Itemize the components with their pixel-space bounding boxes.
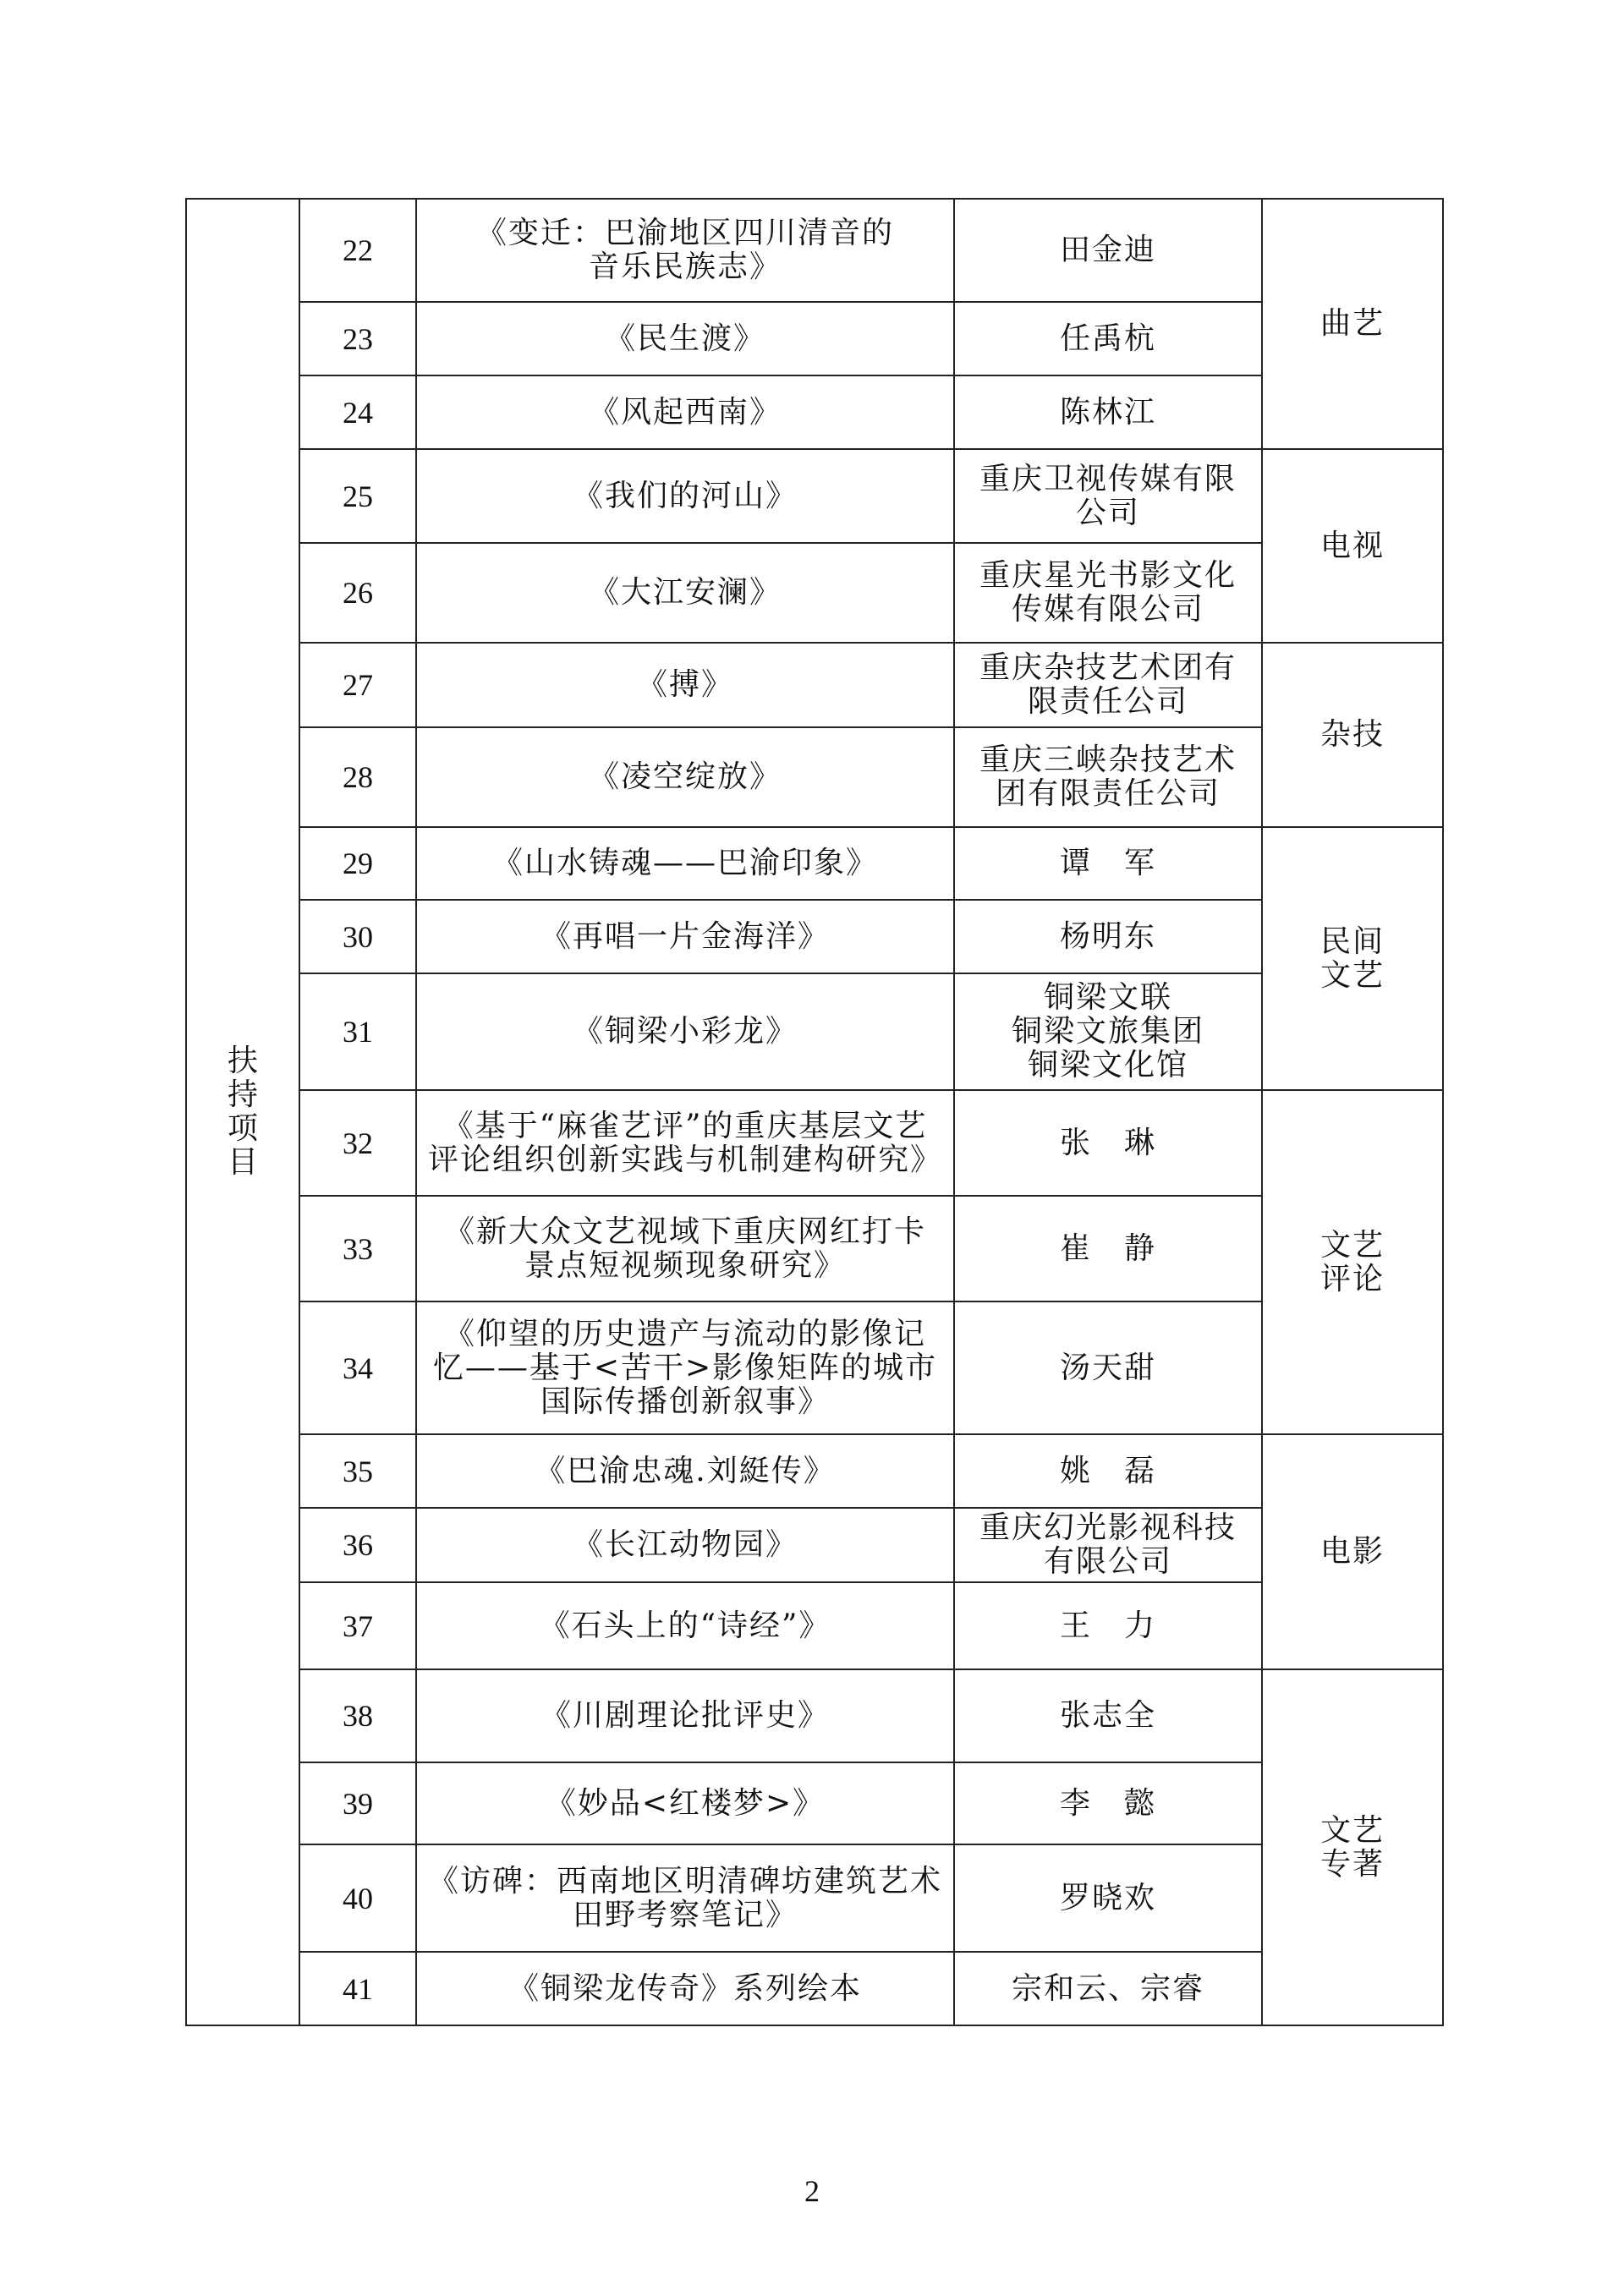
project-title: 《石头上的“诗经”》: [416, 1582, 954, 1669]
row-number: 29: [299, 827, 416, 900]
table-row: [186, 1508, 1443, 1582]
table-row: [186, 1669, 1443, 1762]
row-number: 38: [299, 1669, 416, 1762]
row-number: 34: [299, 1301, 416, 1434]
project-title: 《搏》: [416, 643, 954, 727]
row-number: 26: [299, 543, 416, 643]
project-title: 《再唱一片金海洋》: [416, 900, 954, 973]
project-author: 重庆卫视传媒有限 公司: [954, 449, 1262, 543]
project-title: 《凌空绽放》: [416, 727, 954, 827]
project-author: 重庆星光书影文化 传媒有限公司: [954, 543, 1262, 643]
project-author: 陈林江: [954, 375, 1262, 449]
table-row: [186, 1301, 1443, 1434]
project-title: 《铜梁龙传奇》系列绘本: [416, 1952, 954, 2025]
category-cell: 曲艺: [1262, 199, 1443, 449]
section-label-char: 扶: [227, 1044, 258, 1078]
row-number: 36: [299, 1508, 416, 1582]
category-cell: 文艺 专著: [1262, 1669, 1443, 2025]
project-author: 杨明东: [954, 900, 1262, 973]
category-cell: 杂技: [1262, 643, 1443, 827]
table-row: [186, 199, 1443, 302]
table-row: [186, 449, 1443, 543]
table-row: [186, 1952, 1443, 2025]
project-title: 《巴渝忠魂.刘綎传》: [416, 1434, 954, 1508]
project-author: 汤天甜: [954, 1301, 1262, 1434]
project-title: 《山水铸魂——巴渝印象》: [416, 827, 954, 900]
project-title: 《民生渡》: [416, 302, 954, 375]
page-number: 2: [804, 2174, 820, 2208]
project-author: 铜梁文联 铜梁文旅集团 铜梁文化馆: [954, 973, 1262, 1090]
section-label-char: 项: [227, 1111, 258, 1146]
category-cell: 电影: [1262, 1434, 1443, 1669]
table-row: [186, 1090, 1443, 1196]
row-number: 27: [299, 643, 416, 727]
row-number: 35: [299, 1434, 416, 1508]
row-number: 37: [299, 1582, 416, 1669]
project-author: 张 琳: [954, 1090, 1262, 1196]
project-author: 王 力: [954, 1582, 1262, 1669]
table-row: [186, 1844, 1443, 1952]
table-row: [186, 375, 1443, 449]
row-number: 30: [299, 900, 416, 973]
project-author: 重庆三峡杂技艺术 团有限责任公司: [954, 727, 1262, 827]
project-title: 《川剧理论批评史》: [416, 1669, 954, 1762]
row-number: 22: [299, 199, 416, 302]
row-number: 39: [299, 1762, 416, 1844]
table-row: [186, 643, 1443, 727]
row-number: 28: [299, 727, 416, 827]
project-author: 重庆杂技艺术团有 限责任公司: [954, 643, 1262, 727]
project-title: 《我们的河山》: [416, 449, 954, 543]
row-number: 32: [299, 1090, 416, 1196]
project-title: 《风起西南》: [416, 375, 954, 449]
category-cell: 文艺 评论: [1262, 1090, 1443, 1434]
project-author: 谭 军: [954, 827, 1262, 900]
table-row: [186, 1434, 1443, 1508]
section-label-char: 目: [227, 1145, 258, 1180]
table-row: [186, 900, 1443, 973]
row-number: 24: [299, 375, 416, 449]
section-label-char: 持: [227, 1077, 258, 1112]
row-number: 40: [299, 1844, 416, 1952]
table-row: [186, 1582, 1443, 1669]
project-author: 张志全: [954, 1669, 1262, 1762]
row-number: 33: [299, 1196, 416, 1301]
table-row: [186, 1196, 1443, 1301]
category-cell: 电视: [1262, 449, 1443, 643]
project-title: 《仰望的历史遗产与流动的影像记 忆——基于<苦干>影像矩阵的城市 国际传播创新叙事》: [416, 1301, 954, 1434]
row-number: 23: [299, 302, 416, 375]
project-title: 《长江动物园》: [416, 1508, 954, 1582]
project-title: 《妙品<红楼梦>》: [416, 1762, 954, 1844]
table-row: [186, 727, 1443, 827]
project-title: 《访碑：西南地区明清碑坊建筑艺术 田野考察笔记》: [416, 1844, 954, 1952]
project-author: 崔 静: [954, 1196, 1262, 1301]
project-author: 李 懿: [954, 1762, 1262, 1844]
table-row: [186, 973, 1443, 1090]
project-title: 《大江安澜》: [416, 543, 954, 643]
project-table: [185, 198, 1444, 2026]
table-row: [186, 302, 1443, 375]
project-title: 《基于“麻雀艺评”的重庆基层文艺 评论组织创新实践与机制建构研究》: [416, 1090, 954, 1196]
row-number: 31: [299, 973, 416, 1090]
project-title: 《变迁：巴渝地区四川清音的 音乐民族志》: [416, 199, 954, 302]
project-title: 《铜梁小彩龙》: [416, 973, 954, 1090]
row-number: 41: [299, 1952, 416, 2025]
project-author: 姚 磊: [954, 1434, 1262, 1508]
category-cell: 民间 文艺: [1262, 827, 1443, 1090]
project-author: 罗晓欢: [954, 1844, 1262, 1952]
section-label-cell: [186, 199, 299, 2025]
table-row: [186, 543, 1443, 643]
project-author: 宗和云、宗睿: [954, 1952, 1262, 2025]
project-author: 田金迪: [954, 199, 1262, 302]
table-row: [186, 1762, 1443, 1844]
row-number: 25: [299, 449, 416, 543]
project-title: 《新大众文艺视域下重庆网红打卡 景点短视频现象研究》: [416, 1196, 954, 1301]
table-row: [186, 827, 1443, 900]
project-author: 重庆幻光影视科技 有限公司: [954, 1508, 1262, 1582]
project-author: 任禹杭: [954, 302, 1262, 375]
